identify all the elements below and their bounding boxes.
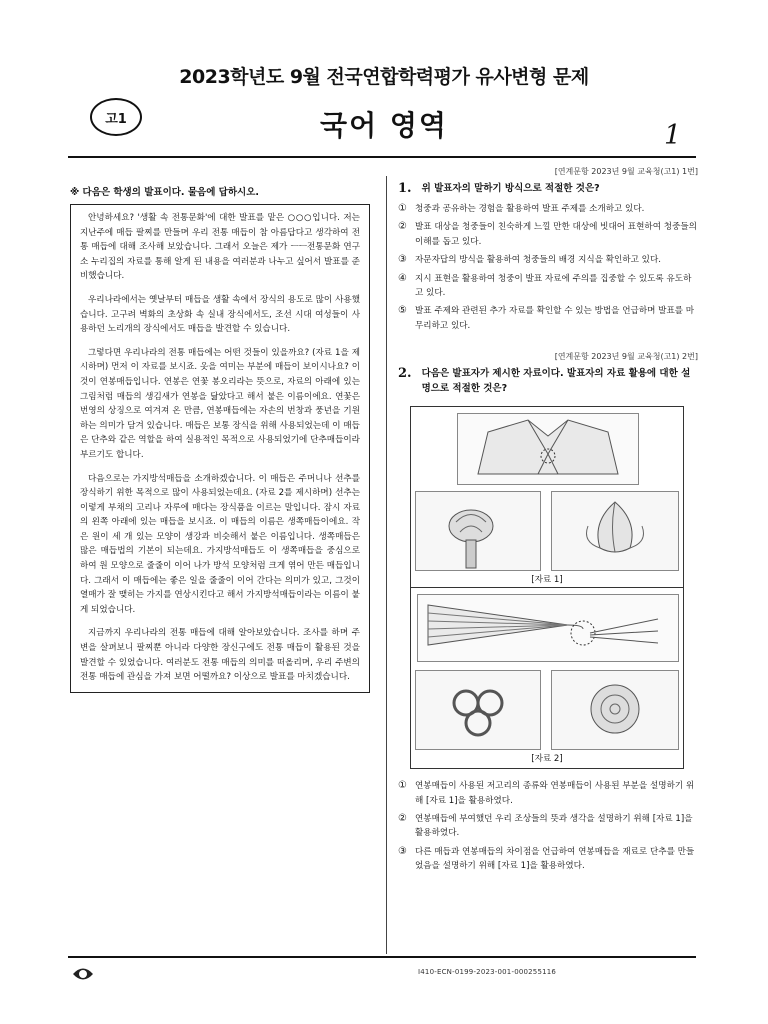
subject-title: 국어 영역 <box>320 109 448 142</box>
q1-option[interactable]: ③ 자문자답의 방식을 활용하여 청중들의 배경 지식을 확인하고 있다. <box>398 254 661 266</box>
column-divider <box>386 176 387 954</box>
passage-box <box>70 204 370 693</box>
figure-1-caption: [자료 1] <box>531 575 563 586</box>
q2-stem <box>398 366 698 396</box>
passage-paragraph: 우리나라에서는 옛날부터 매듭을 생활 속에서 장식의 용도로 많이 사용했습니다. 고구려 벽화의 초상화 속 실내 장식에서도, 조선 시대 여성들이 사용하던 노리개의 장식에서도 매듭을 발견할 수 있습니다. <box>80 294 360 335</box>
q2-option[interactable]: ② 연봉매듭에 부여했던 우리 조상들의 뜻과 생각을 설명하기 위해 [자료 1]을 활용하였다. <box>398 813 693 839</box>
passage-paragraph: 다음으로는 가지방석매듭을 소개하겠습니다. 이 매듭은 주머니나 선추를 장식하기 위한 목적으로 많이 사용되었는데요. (자료 2를 제시하며) 선추는 이렇게 부채의 고리나 자루에 매다는 장식품을 이르는 말입니다. 잠시 자료의 왼쪽 아래에 있는 매듭을 보시죠. 이 매듭의 이름은 생쪽매듭이에요. 작은 원이 세 개 있는 모양이 생강과 비슷해서 붙은 이름입니다. 생쪽매듭은 많은 매듭법의 기본이 되는데요. 가지방석매듭도 이 생쪽매듭을 중심으로 하여 원 모양으로 줄줄이 이어 나가 방석 모양처럼 크게 엮어 만든 매듭입니다. 그래서 이 매듭에는 좋은 일을 줄줄이 이어 간다는 의미가 있고, 그것이 열매가 잘 맺히는 가지를 연상시킨다고 해서 가지방석매듭이라는 이름이 붙게 되었습니다. <box>80 473 360 615</box>
q1-number: 1. <box>398 181 412 196</box>
q2-stem-text: 다음은 발표자가 제시한 자료이다. 발표자의 자료 활용에 대한 설명으로 적절한 것은? <box>421 368 691 395</box>
gaji-bangseok-knot-image <box>551 670 679 750</box>
q1-option[interactable]: ④ 지시 표현을 활용하여 청중이 발표 자료에 주의를 집중할 수 있도록 유도하고 있다. <box>398 272 692 299</box>
figure-box <box>410 406 684 769</box>
instruction: ※ 다음은 학생의 발표이다. 물음에 답하시오. <box>70 187 259 198</box>
lotus-bud-image <box>551 491 679 571</box>
q2-number: 2. <box>398 366 412 382</box>
q1-option[interactable]: ② 발표 대상을 청중들이 친숙하게 느낄 만한 대상에 빗대어 표현하여 청중들의 이해를 돕고 있다. <box>398 221 697 247</box>
q2-source: [연계문항 2023년 9월 교육청(고1) 2번] <box>554 352 698 362</box>
q1-stem <box>398 181 698 196</box>
q1-option[interactable]: ① 청중과 공유하는 경험을 활용하여 발표 주제를 소개하고 있다. <box>398 203 645 214</box>
passage-paragraph: 지금까지 우리나라의 전통 매듭에 대해 알아보았습니다. 조사를 하며 주변을 살펴보니 팔찌뿐 아니라 다양한 장신구에도 전통 매듭이 활용된 것을 발견할 수 있었습니다. 여러분도 전통 매듭의 의미를 떠올리며, 우리 주변의 전통 매듭에 관심을 가져 보면 어떨까요? 이상으로 발표를 마치겠습니다. <box>80 628 360 683</box>
publisher-logo-icon <box>70 963 96 985</box>
q1-stem-text: 위 발표자의 말하기 방식으로 적절한 것은? <box>421 183 600 194</box>
q2-options <box>398 779 698 873</box>
figure-2 <box>411 587 683 768</box>
passage-paragraph: 안녕하세요? '생활 속 전통문화'에 대한 발표를 맡은 ○○○입니다. 저는 지난주에 매듭 팔찌를 만들며 우리 전통 매듭이 참 아름답다고 생각하여 전통 매듭에 대해 조사해 보았습니다. 그래서 오늘은 제가 ㅡㅡ전통문화 연구소 누리집의 자료를 통해 알게 된 내용을 여러분과 나누고 싶어서 발표를 준비했습니다. <box>80 213 360 282</box>
grade-badge: 고1 <box>90 98 142 136</box>
passage-paragraph: 그렇다면 우리나라의 전통 매듭에는 어떤 것들이 있을까요? (자료 1을 제시하며) 먼저 이 자료를 보시죠. 옷을 여미는 부분에 매듭이 보이시나요? 이것이 연봉매듭입니다. 연봉은 연꽃 봉오리라는 뜻으로, 자료의 아래에 있는 그림처럼 매듭의 생김새가 연봉을 닮았다고 해서 붙은 이름이에요. 연꽃은 번영의 상징으로 여겨져 온 만큼, 연봉매듭에는 자손의 번창과 풍년을 기원하는 의미가 담겨 있습니다. 매듭은 보통 장식을 위해 사용되었는데 이 매듭은 단추와 같은 역할을 하여 실용적인 목적으로 사용되었기에 단추매듭이라 부르기도 합니다. <box>80 347 360 460</box>
figure-1 <box>411 407 683 587</box>
footer-rule <box>68 956 696 958</box>
fan-tassel-image <box>417 594 679 662</box>
q2-option[interactable]: ③ 다른 매듭과 연봉매듭의 차이점을 언급하여 연봉매듭을 재료로 단추를 만들었음을 설명하기 위해 [자료 1]을 활용하였다. <box>398 845 695 872</box>
q2-option[interactable]: ① 연봉매듭이 사용된 저고리의 종류와 연봉매듭이 사용된 부분을 설명하기 위해 [자료 1]을 활용하였다. <box>398 780 695 806</box>
q1-option[interactable]: ⑤ 발표 주제와 관련된 추가 자료를 확인할 수 있는 방법을 언급하며 발표를 마무리하고 있다. <box>398 305 695 331</box>
yeonbong-knot-image <box>415 491 541 571</box>
exam-title: 2023학년도 9월 전국연합학력평가 유사변형 문제 <box>179 66 589 88</box>
saengjjok-knot-image <box>415 670 541 750</box>
header-rule <box>68 156 696 158</box>
jeogori-image <box>457 413 639 485</box>
q1-source: [연계문항 2023년 9월 교육청(고1) 1번] <box>554 167 698 176</box>
left-column <box>70 184 370 693</box>
q1-options <box>398 202 698 333</box>
page-number: 1 <box>664 120 682 151</box>
right-column <box>398 166 698 878</box>
document-code: I410-ECN-0199-2023-001-000255116 <box>418 968 557 976</box>
figure-2-caption: [자료 2] <box>531 754 563 765</box>
